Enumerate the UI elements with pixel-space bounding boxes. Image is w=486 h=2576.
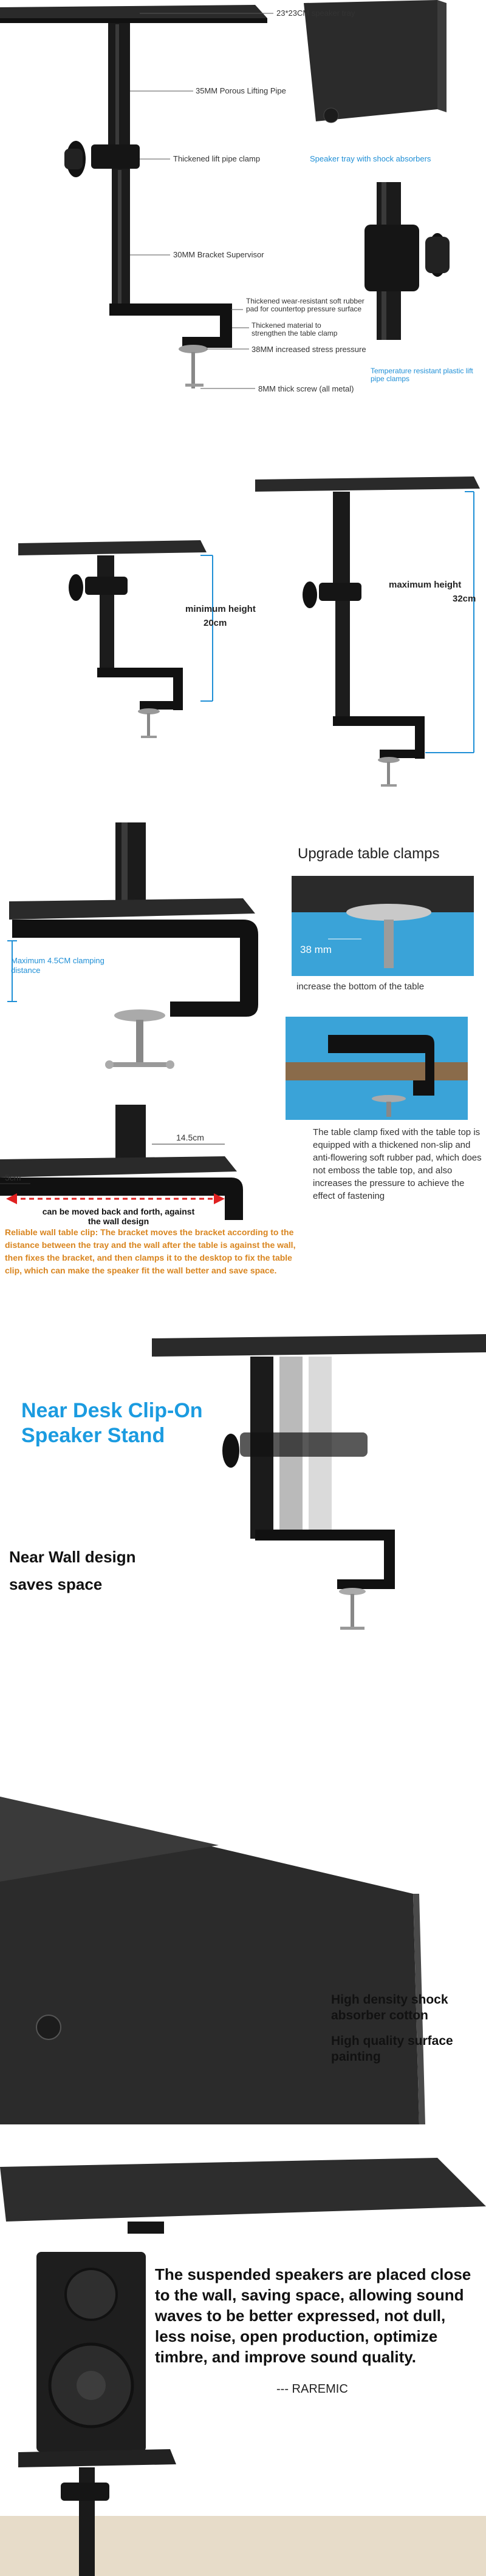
height-illustration [0,473,486,801]
label-wear-pad: Thickened wear-resistant soft rubber pad for countertop pressure surface [246,297,364,313]
label-bracket: 30MM Bracket Supervisor [173,250,264,259]
label-tray-absorbers: Speaker tray with shock absorbers [310,154,431,163]
upgrade-title: Upgrade table clamps [298,846,440,862]
label-pipe: 35MM Porous Lifting Pipe [196,86,286,95]
near-desk-title-2: Speaker Stand [21,1424,165,1447]
near-wall-line-1: Near Wall design [9,1548,136,1566]
min-height-value: 20cm [204,618,227,628]
section-height-range [0,473,486,801]
label-plastic-clamps: Temperature resistant plastic lift pipe clamps [371,367,473,383]
clamp-description: The table clamp fixed with the table top is equipped with a thickened non-slip and anti-flowering soft rubber pad, which does not emboss the table top, and also increases the pressure to achieve the effect of fastening [313,1127,482,1201]
min-height-label: minimum height [185,604,256,614]
feature-shock-cotton: High density shock absorber cotton [331,1993,448,2022]
reliable-clip-text: Reliable wall table clip: The bracket moves the bracket according to the distance between the tray and the wall after the table is against the wall, then fixes the bracket, and then clamps it to the desktop to fix the table clip, which can make the speaker fit the wall better and save space. [5,1227,296,1275]
near-wall-line-2: saves space [9,1575,103,1593]
brand-signature: --- RAREMIC [276,2382,348,2396]
section-wall-design [0,1105,486,1311]
dim-5cm: 5cm [5,1173,21,1182]
label-thickened-material: Thickened material to strengthen the table clamp [252,321,338,337]
feature-surface-painting: High quality surface painting [331,2034,453,2064]
label-screw: 8MM thick screw (all metal) [258,384,354,393]
label-stress: 38MM increased stress pressure [252,345,366,354]
move-text: can be moved back and forth, against the wall design [42,1207,195,1226]
mm38-label: 38 mm [300,944,332,955]
near-desk-title-1: Near Desk Clip-On [21,1399,203,1422]
label-tray: 23*23CM speaker tray [276,8,355,18]
dim-14-5: 14.5cm [176,1133,204,1142]
increase-bottom-caption: increase the bottom of the table [296,981,425,992]
max-height-value: 32cm [453,594,476,604]
near-desk-illustration [0,1329,486,1754]
section-speaker-use [0,2134,486,2576]
label-clamp: Thickened lift pipe clamp [173,154,261,163]
max-height-label: maximum height [389,580,462,590]
speaker-description: The suspended speakers are placed close to the wall, saving space, allowing sound waves to be better expressed, not dull, less noise, open production, optimize timbre, and improve sound quality. [155,2265,471,2366]
section-tray-closeup [0,1797,486,2124]
section-product-diagram [0,0,486,425]
tray-closeup-illustration [0,1797,486,2124]
max-clamp-label: Maximum 4.5CM clamping distance [11,956,104,975]
section-near-desk [0,1329,486,1754]
stand-diagram-illustration [0,0,486,425]
